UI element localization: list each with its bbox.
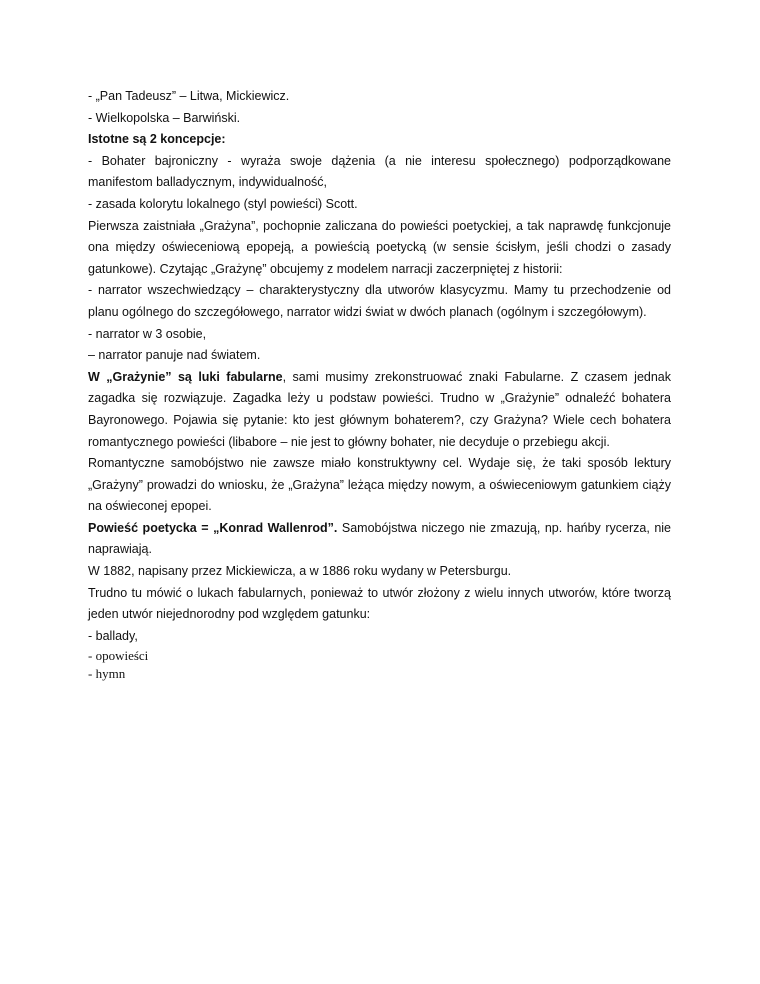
text-line-pan-tadeusz: - „Pan Tadeusz” – Litwa, Mickiewicz. bbox=[88, 89, 290, 103]
list-item-opowiesci: - opowieści bbox=[88, 648, 149, 664]
list-item-ballady: - ballady, bbox=[88, 628, 138, 643]
plot-gaps-bold-lead: W „Grażynie” są luki fabularne bbox=[88, 369, 283, 384]
paragraph-grazyna: Pierwsza zaistniała „Grażyna”, pochopnie zaliczana do powieści poetyckiej, a tak naprawdę funkcjonuje ona między oświeceniową epopeją, a powieścią poetycką (w sensie ścisłym, jeśli chodzi o zasady gatunkowe). Czytając „Grażynę” obcujemy z modelem narracji zaczerpniętej z historii: bbox=[88, 218, 671, 276]
paragraph-wallenrod bbox=[88, 518, 671, 561]
paragraph-concept-byronic-hero: - Bohater bajroniczny - wyraża swoje dążenia (a nie interesu społecznego) podporządkowane manifestom balladycznym, indywidualność, bbox=[88, 153, 671, 190]
text-line-narrator-rules-world: – narrator panuje nad światem. bbox=[88, 348, 261, 363]
wallenrod-bold-lead: Powieść poetycka = „Konrad Wallenrod”. bbox=[88, 520, 338, 535]
paragraph-1882: W 1882, napisany przez Mickiewicza, a w 1886 roku wydany w Petersburgu. bbox=[88, 564, 512, 579]
plot-gaps-body: , sami musimy zrekonstruować znaki Fabularne. Z czasem jednak zagadka się rozwiązuje. Zagadka leży u podstaw powieści. Trudno w „Grażynie” odnaleźć bohatera Bayronowego. Pojawia się pytanie: kto jest głównym bohaterem?, czy Grażyna? Wiele cech bohatera romantycznego powieści (libabore – nie jest to główny bohater, nie decyduje o przebiegu akcji. bbox=[88, 369, 671, 449]
paragraph-romantic-suicide: Romantyczne samobójstwo nie zawsze miało konstruktywny cel. Wydaje się, że taki sposób lektury „Grażyny” prowadzi do wniosku, że „Grażyna” leżąca między nowym, a oświeceniowym gatunkiem ciąży na oświeconej epopei. bbox=[88, 456, 671, 514]
text-line-wielkopolska: - Wielkopolska – Barwiński. bbox=[88, 110, 241, 125]
paragraph-plot-gaps bbox=[88, 367, 671, 453]
wallenrod-body: Samobójstwa niczego nie zmazują, np. hańby rycerza, nie naprawiają. bbox=[88, 520, 672, 557]
list-item-hymn: - hymn bbox=[88, 666, 126, 682]
paragraph-concept-local-color: - zasada kolorytu lokalnego (styl powieści) Scott. bbox=[88, 196, 358, 211]
paragraph-omniscient-narrator: - narrator wszechwiedzący – charakterystyczny dla utworów klasycyzmu. Mamy tu przechodzenie od planu ogólnego do szczegółowego, narrator widzi świat w dwóch planach (ogólnym i szczegółowym). bbox=[88, 283, 671, 319]
heading-concepts: Istotne są 2 koncepcje: bbox=[88, 132, 226, 147]
paragraph-plot-gaps-composite: Trudno tu mówić o lukach fabularnych, ponieważ to utwór złożony z wielu innych utworów, które tworzą jeden utwór niejednorodny pod względem gatunku: bbox=[88, 585, 671, 622]
document-page bbox=[88, 86, 671, 683]
text-line-third-person-narrator: - narrator w 3 osobie, bbox=[88, 326, 207, 341]
